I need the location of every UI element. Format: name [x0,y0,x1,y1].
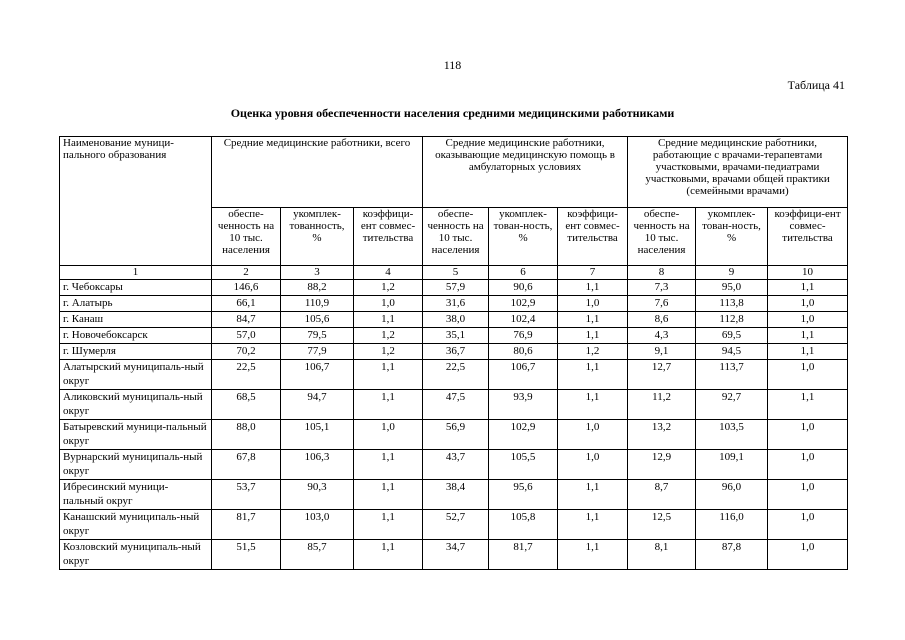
table-cell: 110,9 [281,296,354,312]
table-row [60,360,848,390]
table-cell: 1,1 [768,328,848,344]
table-cell: 106,7 [281,360,354,390]
municipality-name: Батыревский муници-пальный округ [60,420,212,450]
column-number: 7 [558,266,628,280]
table-cell: 1,1 [354,480,423,510]
subheader: укомплек-тованность, % [281,208,354,266]
table-cell: 7,6 [628,296,696,312]
table-cell: 113,7 [696,360,768,390]
table-cell: 90,6 [489,280,558,296]
column-number: 3 [281,266,354,280]
subheader: коэффици-ент совмес-тительства [558,208,628,266]
municipality-name: г. Чебоксары [60,280,212,296]
table-cell: 8,1 [628,540,696,570]
subheader: обеспе-ченность на 10 тыс. населения [212,208,281,266]
column-number: 1 [60,266,212,280]
table-cell: 81,7 [212,510,281,540]
table-cell: 1,2 [354,344,423,360]
table-body [60,266,848,570]
column-number: 6 [489,266,558,280]
table-label: Таблица 41 [787,78,845,92]
municipality-name: г. Новочебоксарск [60,328,212,344]
municipality-name: г. Канаш [60,312,212,328]
column-number: 8 [628,266,696,280]
header-group-total: Средние медицинские работники, всего [212,137,423,208]
table-cell: 11,2 [628,390,696,420]
municipality-name: г. Шумерля [60,344,212,360]
table-cell: 52,7 [423,510,489,540]
table-row [60,450,848,480]
table-cell: 1,2 [354,280,423,296]
table-cell: 7,3 [628,280,696,296]
table-cell: 85,7 [281,540,354,570]
table-cell: 43,7 [423,450,489,480]
table-cell: 22,5 [423,360,489,390]
table-row [60,420,848,450]
table-cell: 1,1 [354,390,423,420]
table-row [60,390,848,420]
table-cell: 87,8 [696,540,768,570]
table-cell: 1,1 [558,280,628,296]
table-cell: 34,7 [423,540,489,570]
table-cell: 94,7 [281,390,354,420]
table-cell: 81,7 [489,540,558,570]
table-cell: 1,0 [768,480,848,510]
table-cell: 96,0 [696,480,768,510]
table-cell: 1,1 [558,360,628,390]
table-cell: 1,1 [354,450,423,480]
table-cell: 70,2 [212,344,281,360]
subheader: обеспе-ченность на 10 тыс. населения [628,208,696,266]
table-cell: 57,9 [423,280,489,296]
table-cell: 51,5 [212,540,281,570]
table-cell: 1,0 [558,296,628,312]
table-cell: 77,9 [281,344,354,360]
column-number: 10 [768,266,848,280]
table-cell: 38,4 [423,480,489,510]
table-cell: 1,1 [768,344,848,360]
table-cell: 106,7 [489,360,558,390]
subheader: коэффици-ент совмес-тительства [354,208,423,266]
table-cell: 105,8 [489,510,558,540]
table-cell: 36,7 [423,344,489,360]
table-cell: 9,1 [628,344,696,360]
table-cell: 4,3 [628,328,696,344]
table-cell: 84,7 [212,312,281,328]
table-cell: 1,0 [768,312,848,328]
table-cell: 57,0 [212,328,281,344]
municipality-name: г. Алатырь [60,296,212,312]
municipality-name: Вурнарский муниципаль-ный округ [60,450,212,480]
municipality-name: Канашский муниципаль-ный округ [60,510,212,540]
table-cell: 146,6 [212,280,281,296]
table-cell: 109,1 [696,450,768,480]
municipality-name: Алатырский муниципаль-ный округ [60,360,212,390]
table-cell: 1,2 [354,328,423,344]
table-cell: 95,0 [696,280,768,296]
table-cell: 35,1 [423,328,489,344]
page-number: 118 [443,58,462,72]
header-group-district: Средние медицинские работники, работающие с врачами-терапевтами участковыми, врачами-педиатрами участковыми, врачами общей практики (семейными врачами) [628,137,848,208]
table-cell: 80,6 [489,344,558,360]
table-cell: 105,6 [281,312,354,328]
table-cell: 102,4 [489,312,558,328]
table-cell: 1,1 [354,510,423,540]
table-cell: 1,1 [354,312,423,328]
municipality-name: Аликовский муниципаль-ный округ [60,390,212,420]
table-cell: 105,1 [281,420,354,450]
table-cell: 66,1 [212,296,281,312]
table-cell: 68,5 [212,390,281,420]
table-cell: 90,3 [281,480,354,510]
header-group-outpatient: Средние медицинские работники, оказывающие медицинскую помощь в амбулаторных условиях [423,137,628,208]
table-row [60,480,848,510]
header-name: Наименование муници-пального образования [60,137,212,266]
table-cell: 1,0 [768,296,848,312]
table-cell: 113,8 [696,296,768,312]
table-row [60,328,848,344]
table-cell: 95,6 [489,480,558,510]
table-cell: 103,5 [696,420,768,450]
table-cell: 1,1 [558,328,628,344]
table-cell: 12,9 [628,450,696,480]
table-row [60,296,848,312]
table-cell: 1,0 [354,420,423,450]
table-cell: 1,0 [768,420,848,450]
table-cell: 1,0 [354,296,423,312]
table-cell: 38,0 [423,312,489,328]
municipality-name: Козловский муниципаль-ный округ [60,540,212,570]
table-row [60,540,848,570]
table-cell: 1,2 [558,344,628,360]
subheader: укомплек-тован-ность, % [489,208,558,266]
document-title: Оценка уровня обеспеченности населения средними медицинскими работниками [230,106,675,120]
subheader: обеспе-ченность на 10 тыс. населения [423,208,489,266]
table-cell: 112,8 [696,312,768,328]
table-row [60,280,848,296]
table-cell: 94,5 [696,344,768,360]
subheader: укомплек-тован-ность, % [696,208,768,266]
table-cell: 1,0 [768,510,848,540]
table-cell: 47,5 [423,390,489,420]
table-cell: 1,1 [558,480,628,510]
table-cell: 69,5 [696,328,768,344]
table-cell: 1,1 [558,510,628,540]
table-row [60,312,848,328]
table-cell: 1,0 [558,420,628,450]
table-row [60,344,848,360]
table-cell: 12,7 [628,360,696,390]
table-cell: 56,9 [423,420,489,450]
column-number: 9 [696,266,768,280]
table-cell: 12,5 [628,510,696,540]
table-cell: 102,9 [489,296,558,312]
table-cell: 88,2 [281,280,354,296]
table-cell: 79,5 [281,328,354,344]
table-cell: 13,2 [628,420,696,450]
column-number: 4 [354,266,423,280]
table-cell: 1,1 [354,360,423,390]
data-table [59,136,848,570]
table-cell: 53,7 [212,480,281,510]
table-cell: 76,9 [489,328,558,344]
table-cell: 1,1 [768,390,848,420]
table-cell: 67,8 [212,450,281,480]
table-cell: 1,0 [558,450,628,480]
table-cell: 22,5 [212,360,281,390]
table-cell: 93,9 [489,390,558,420]
table-cell: 1,0 [768,360,848,390]
table-cell: 106,3 [281,450,354,480]
table-cell: 102,9 [489,420,558,450]
table-cell: 1,0 [768,540,848,570]
table-cell: 1,1 [558,390,628,420]
table-cell: 92,7 [696,390,768,420]
table-cell: 1,1 [354,540,423,570]
table-cell: 103,0 [281,510,354,540]
table-cell: 116,0 [696,510,768,540]
column-number: 2 [212,266,281,280]
table-cell: 1,0 [768,450,848,480]
column-number: 5 [423,266,489,280]
municipality-name: Ибресинский муници-пальный округ [60,480,212,510]
table-cell: 8,7 [628,480,696,510]
table-cell: 1,1 [558,312,628,328]
column-numbers-row [60,266,848,280]
table-cell: 88,0 [212,420,281,450]
table-cell: 1,1 [768,280,848,296]
table-cell: 31,6 [423,296,489,312]
subheader: коэффици-ент совмес-тительства [768,208,848,266]
table-cell: 8,6 [628,312,696,328]
table-cell: 1,1 [558,540,628,570]
table-cell: 105,5 [489,450,558,480]
table-row [60,510,848,540]
